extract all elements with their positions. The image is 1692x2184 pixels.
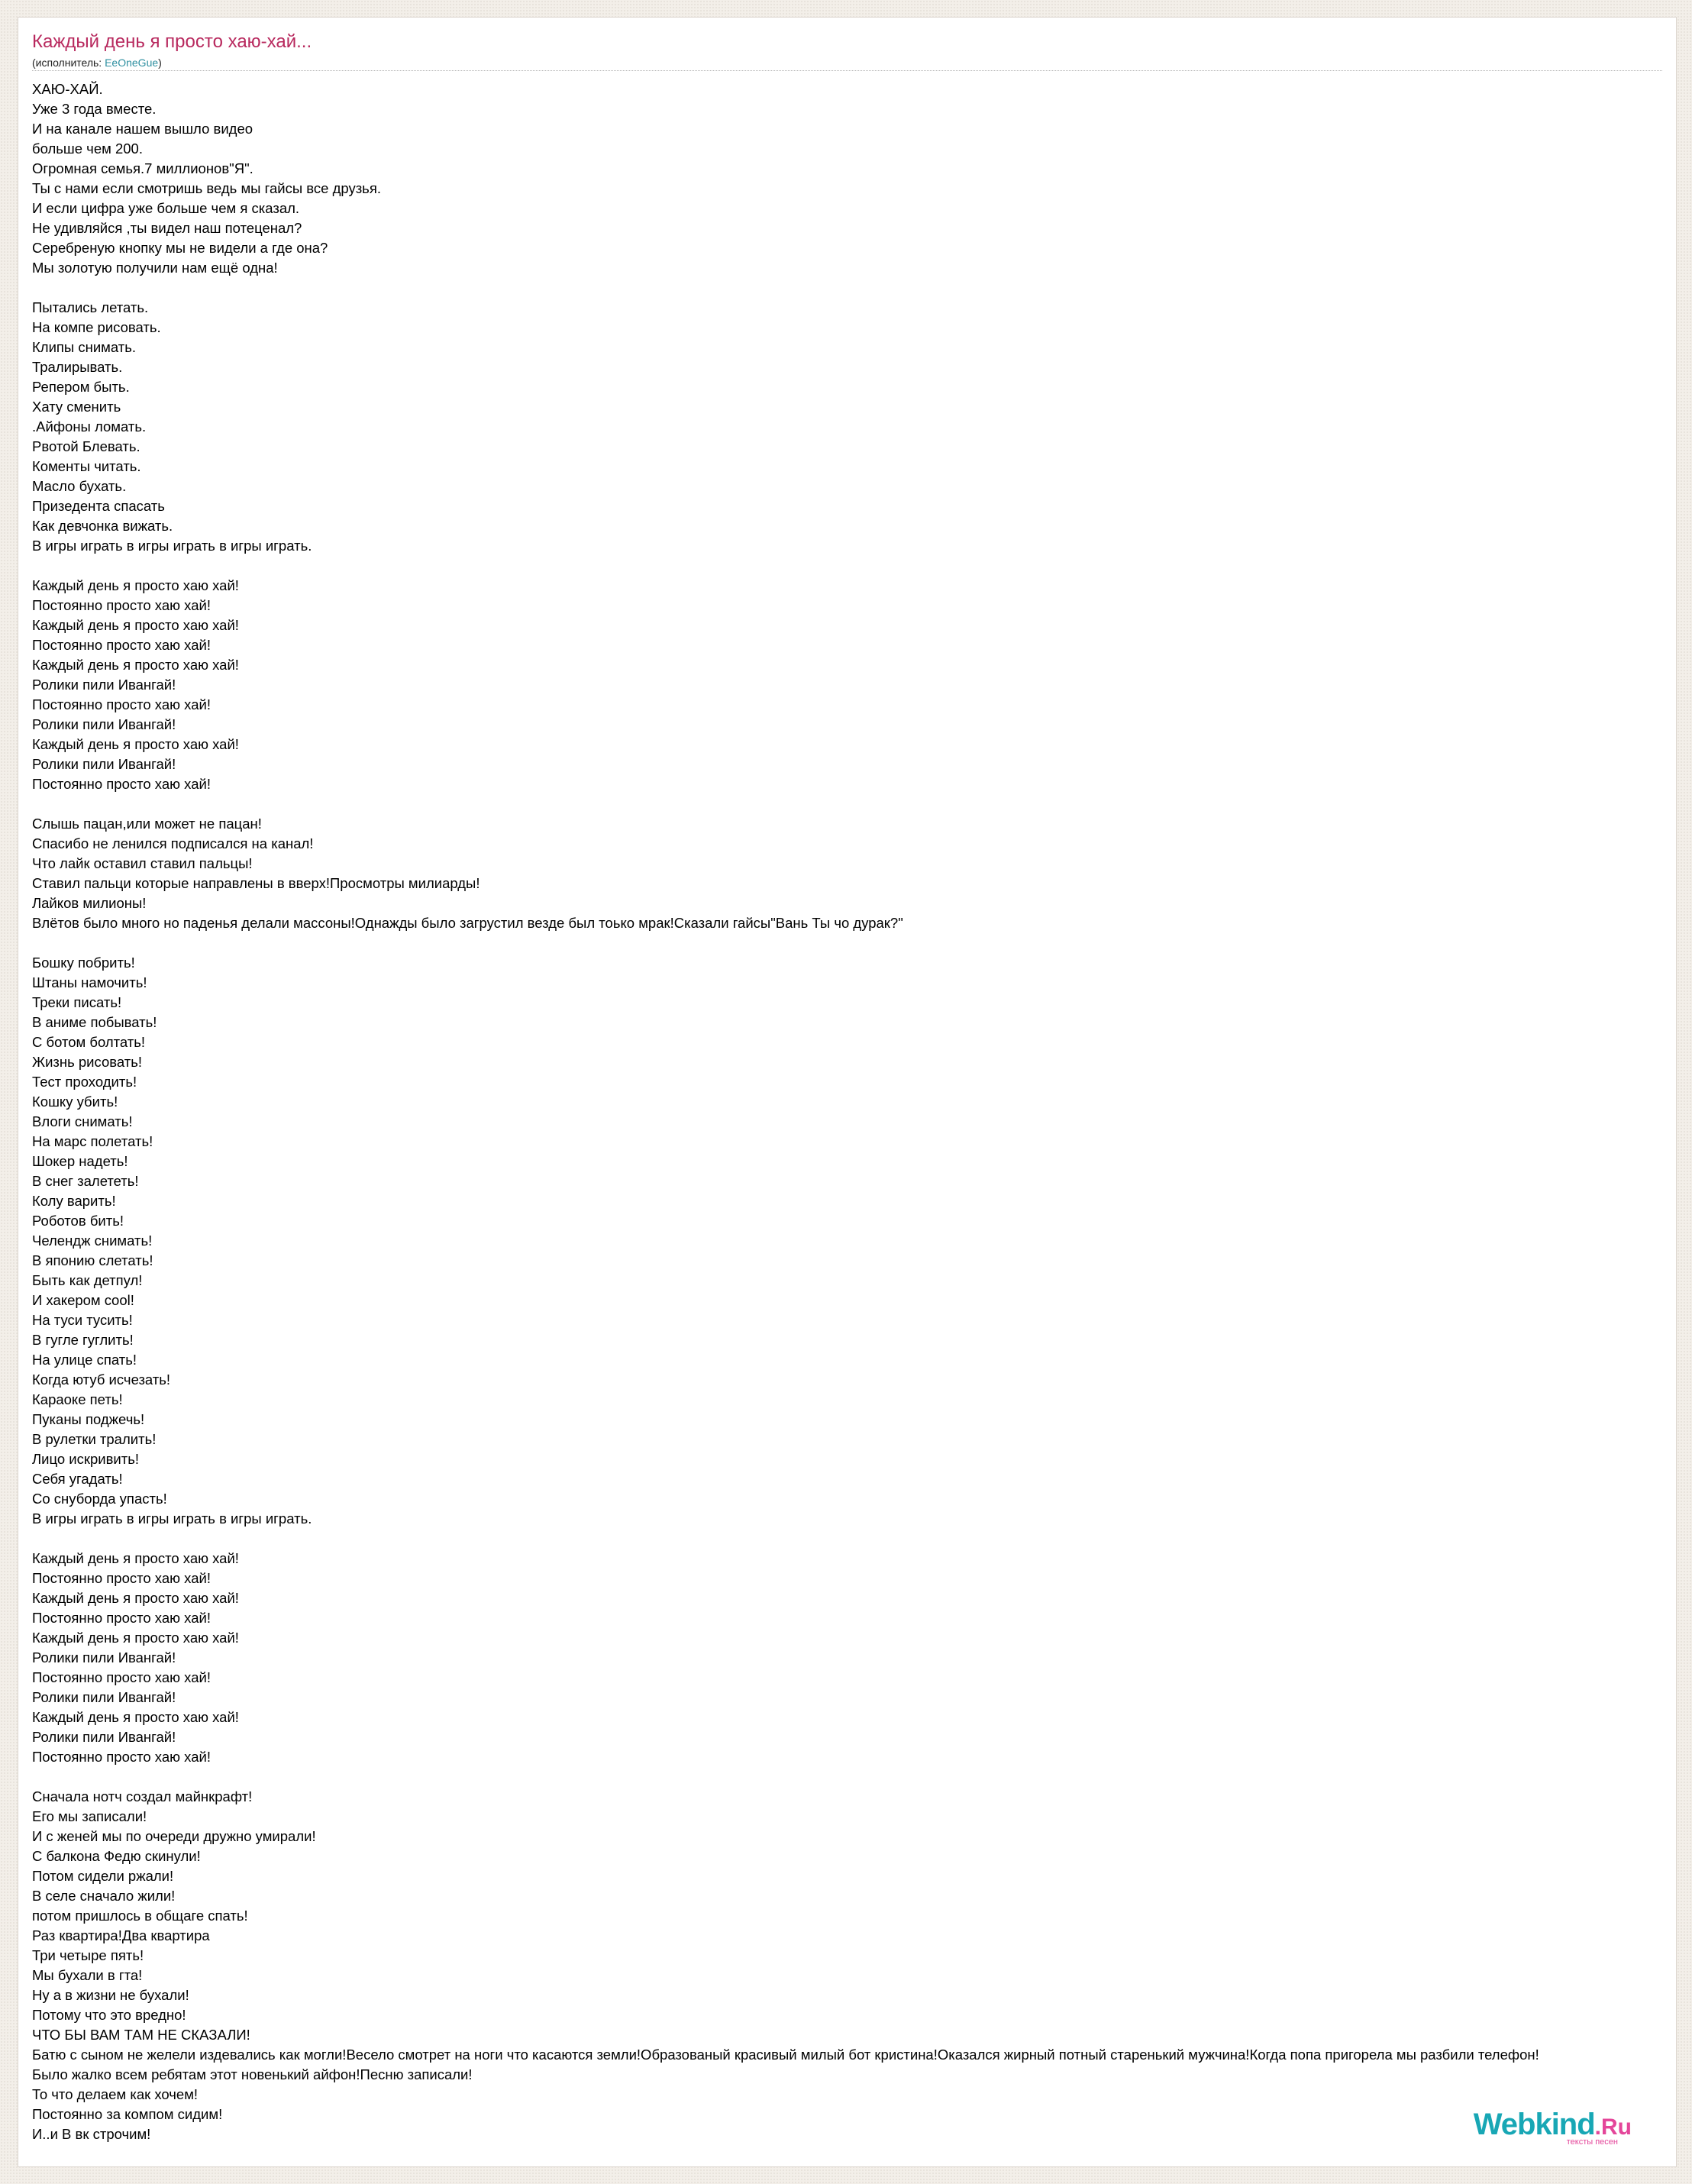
lyric-line: Каждый день я просто хаю хай! (32, 736, 239, 752)
lyric-line: Мы золотую получили нам ещё одна! (32, 260, 278, 276)
lyric-line: Слышь пацан,или может не пацан! (32, 816, 262, 832)
lyric-line: больше чем 200. (32, 141, 143, 157)
lyric-line: На компе рисовать. (32, 319, 161, 335)
lyric-line: Пуканы поджечь! (32, 1411, 145, 1427)
lyric-line: Ролики пили Ивангай! (32, 1729, 176, 1745)
lyric-line: Каждый день я просто хаю хай! (32, 1709, 239, 1725)
logo-tagline: тексты песен (1566, 2137, 1618, 2147)
lyric-line (32, 278, 1677, 298)
lyric-line: Тест проходить! (32, 1074, 137, 1090)
lyric-line: Лицо искривить! (32, 1451, 140, 1467)
lyric-line: Масло бухать. (32, 478, 127, 494)
lyric-line: Кошку убить! (32, 1094, 118, 1110)
artist-link[interactable]: EeOneGue (105, 57, 159, 69)
lyric-line: Каждый день я просто хаю хай! (32, 1550, 239, 1566)
artist-line (32, 56, 162, 69)
lyric-line: Караоке петь! (32, 1391, 123, 1407)
lyric-line: ХАЮ-ХАЙ. (32, 81, 103, 97)
lyric-line: В гугле гуглить! (32, 1332, 134, 1348)
lyric-line: Рвотой Блевать. (32, 438, 140, 454)
lyric-line: Постоянно просто хаю хай! (32, 1570, 211, 1586)
lyric-line: Ролики пили Ивангай! (32, 1649, 176, 1665)
lyric-line: Призедента спасать (32, 498, 165, 514)
lyric-line: .Айфоны ломать. (32, 418, 147, 435)
lyric-line: Пытались летать. (32, 299, 149, 315)
lyric-line: И с женей мы по очереди дружно умирали! (32, 1828, 316, 1844)
lyric-line: Ну а в жизни не бухали! (32, 1987, 189, 2003)
lyric-line: Уже 3 года вместе. (32, 101, 157, 117)
lyric-line: И если цифра уже больше чем я сказал. (32, 200, 300, 216)
lyric-line: Раз квартира!Два квартира (32, 1927, 210, 1943)
lyric-line: Спасибо не ленился подписался на канал! (32, 835, 314, 851)
lyric-line: Серебреную кнопку мы не видели а где она? (32, 240, 328, 256)
lyric-line: Челендж снимать! (32, 1233, 153, 1249)
lyric-line: В снег залететь! (32, 1173, 139, 1189)
lyric-line: Роботов бить! (32, 1213, 124, 1229)
lyric-line: Со снуборда упасть! (32, 1491, 167, 1507)
lyric-line: Постоянно просто хаю хай! (32, 637, 211, 653)
lyric-line: Каждый день я просто хаю хай! (32, 1630, 239, 1646)
lyric-line: В японию слетать! (32, 1252, 153, 1268)
lyric-line: То что делаем как хочем! (32, 2086, 199, 2102)
lyric-line: Ролики пили Ивангай! (32, 1689, 176, 1705)
lyric-line: Мы бухали в гта! (32, 1967, 143, 1983)
lyric-line: И хакером cool! (32, 1292, 134, 1308)
lyric-line: В селе сначало жили! (32, 1888, 176, 1904)
lyric-line: Постоянно просто хаю хай! (32, 696, 211, 712)
lyric-line: Постоянно просто хаю хай! (32, 1749, 211, 1765)
lyric-line: Хату сменить (32, 399, 121, 415)
lyric-line: Три четыре пять! (32, 1947, 144, 1963)
lyric-line: В рулетки тралить! (32, 1431, 157, 1447)
lyric-line: В аниме побывать! (32, 1014, 157, 1030)
lyric-line: С ботом болтать! (32, 1034, 146, 1050)
lyric-line: Ты с нами если смотришь ведь мы гайсы все друзья. (32, 180, 381, 196)
lyric-line (32, 556, 1677, 576)
lyric-line: Лайков милионы! (32, 895, 147, 911)
lyric-line: Как девчонка вижать. (32, 518, 173, 534)
lyric-line: Репером быть. (32, 379, 130, 395)
artist-suffix: ) (158, 57, 162, 69)
lyric-line: Сначала нотч создал майнкрафт! (32, 1788, 253, 1804)
lyric-line: И..и В вк строчим! (32, 2126, 151, 2142)
site-logo[interactable] (1473, 2108, 1632, 2147)
lyric-line: Постоянно за компом сидим! (32, 2106, 223, 2122)
lyric-line: Тралирывать. (32, 359, 123, 375)
lyric-line: Ставил пальци которые направлены в вверх!Просмотры милиарды! (32, 875, 480, 891)
lyric-line: Бошку побрить! (32, 955, 135, 971)
lyric-line: Треки писать! (32, 994, 122, 1010)
lyric-line: Каждый день я просто хаю хай! (32, 657, 239, 673)
lyric-line: Огромная семья.7 миллионов"Я". (32, 160, 253, 176)
lyric-line: Колу варить! (32, 1193, 116, 1209)
lyric-line: Постоянно просто хаю хай! (32, 1669, 211, 1685)
lyric-line: Потом сидели ржали! (32, 1868, 174, 1884)
lyric-line: Штаны намочить! (32, 974, 147, 990)
title-divider (32, 70, 1662, 71)
lyric-line: ЧТО БЫ ВАМ ТАМ НЕ СКАЗАЛИ! (32, 2027, 250, 2043)
lyric-line: Каждый день я просто хаю хай! (32, 617, 239, 633)
lyric-line: Постоянно просто хаю хай! (32, 776, 211, 792)
song-title: Каждый день я просто хаю-хай... (32, 31, 312, 52)
lyric-line: Когда ютуб исчезать! (32, 1371, 171, 1388)
lyric-line: Быть как детпул! (32, 1272, 143, 1288)
lyric-line: В игры играть в игры играть в игры играть. (32, 538, 312, 554)
lyric-line: Влётов было много но паденья делали массоны!Однажды было загрустил везде был тоько мрак!Сказали гайсы"Вань Ты чо дурак?" (32, 915, 903, 931)
lyric-line: В игры играть в игры играть в игры играть. (32, 1510, 312, 1527)
lyric-line: С балкона Федю скинули! (32, 1848, 201, 1864)
lyric-line: Батю с сыном не желели издевались как могли!Весело смотрет на ноги что касаются земли!Образованый красивый милый бот кристина!Оказался жирный потный старенький мужчина!Когда попа пригорела мы разбили телефон! (32, 2047, 1539, 2063)
lyric-line (32, 794, 1677, 814)
lyric-line: На улице спать! (32, 1352, 137, 1368)
lyric-line: Что лайк оставил ставил пальцы! (32, 855, 253, 871)
logo-tld: .Ru (1594, 2115, 1632, 2140)
lyric-line: Постоянно просто хаю хай! (32, 597, 211, 613)
lyric-line (32, 1767, 1677, 1787)
lyric-line: Потому что это вредно! (32, 2007, 186, 2023)
lyric-line: Постоянно просто хаю хай! (32, 1610, 211, 1626)
lyric-line: Ролики пили Ивангай! (32, 677, 176, 693)
lyric-line: Ролики пили Ивангай! (32, 756, 176, 772)
lyric-line: Влоги снимать! (32, 1113, 133, 1129)
lyric-line: потом пришлось в общаге спать! (32, 1908, 248, 1924)
lyric-line: Каждый день я просто хаю хай! (32, 1590, 239, 1606)
lyric-line: Было жалко всем ребятам этот новенький айфон!Песню записали! (32, 2066, 473, 2082)
lyric-line: Клипы снимать. (32, 339, 137, 355)
lyrics-page (18, 17, 1677, 2167)
lyric-line: На марс полетать! (32, 1133, 153, 1149)
lyric-line (32, 1529, 1677, 1549)
logo-name: Webkind (1473, 2108, 1595, 2141)
lyric-line (32, 933, 1677, 953)
lyric-line: Коменты читать. (32, 458, 141, 474)
lyric-line: Шокер надеть! (32, 1153, 128, 1169)
lyric-line: Не удивляйся ,ты видел наш потеценал? (32, 220, 302, 236)
lyrics-text (32, 79, 1677, 2144)
artist-prefix: (исполнитель: (32, 57, 105, 69)
lyric-line: Себя угадать! (32, 1471, 123, 1487)
lyric-line: Его мы записали! (32, 1808, 147, 1824)
lyric-line: Жизнь рисовать! (32, 1054, 143, 1070)
lyric-line: На туси тусить! (32, 1312, 133, 1328)
lyric-line: И на канале нашем вышло видео (32, 121, 253, 137)
lyric-line: Ролики пили Ивангай! (32, 716, 176, 732)
lyric-line: Каждый день я просто хаю хай! (32, 577, 239, 593)
